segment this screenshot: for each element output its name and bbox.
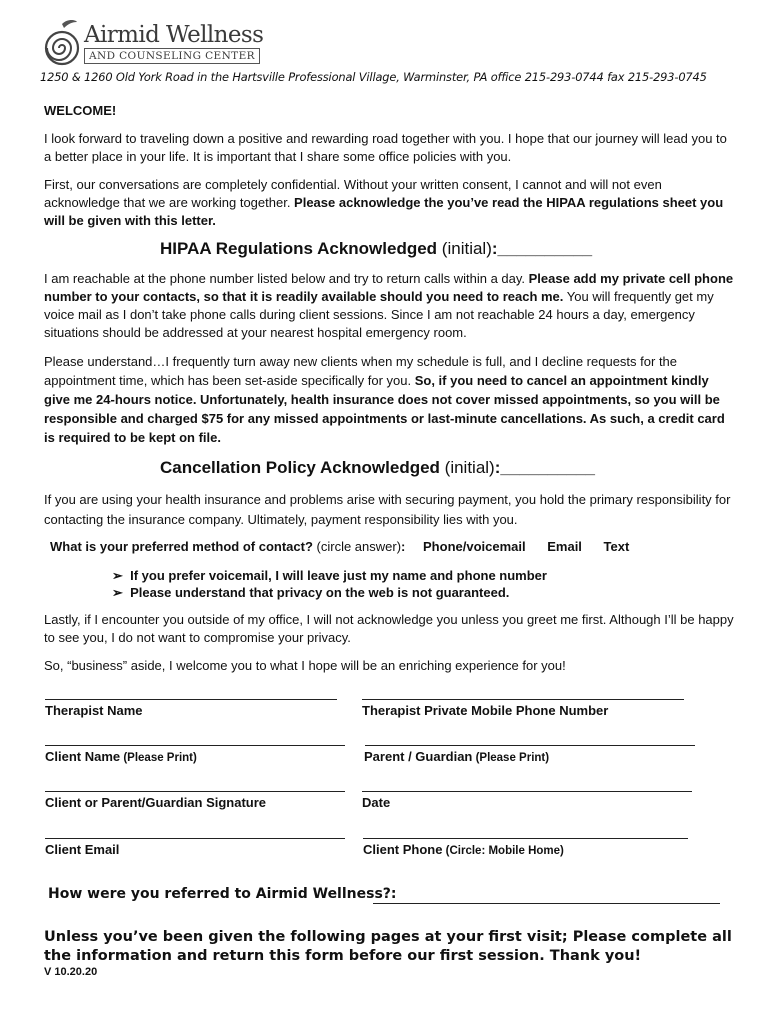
phone-text-1: I am reachable at the phone number listed below and try to return calls within a day. <box>44 271 529 286</box>
cancellation-heading: Cancellation Policy Acknowledged <box>160 458 440 477</box>
phone-paragraph <box>44 270 734 342</box>
parent-guardian-line[interactable] <box>365 745 695 746</box>
client-phone-line[interactable] <box>363 838 688 839</box>
therapist-name-line[interactable] <box>45 699 337 700</box>
therapist-phone-line[interactable] <box>362 699 684 700</box>
client-phone-hint: (Circle: Mobile Home) <box>442 845 564 857</box>
contact-colon: : <box>401 539 406 554</box>
referral-line[interactable] <box>373 903 720 904</box>
therapist-name-label: Therapist Name <box>45 703 143 718</box>
date-label: Date <box>362 795 391 810</box>
contact-method-row <box>50 539 629 554</box>
bullet-privacy <box>112 585 509 601</box>
office-address: 1250 & 1260 Old York Road in the Hartsville Professional Village, Warminster, PA office 215-293-0744 fax 215-293-0745 <box>40 70 707 84</box>
spiral-leaf-icon <box>44 18 82 68</box>
hipaa-initial-label: (initial) <box>437 239 492 258</box>
arrow-bullet-icon: ➢ <box>112 585 131 600</box>
contact-option-text[interactable]: Text <box>603 539 630 554</box>
version-label: V 10.20.20 <box>44 966 98 978</box>
client-phone-label <box>363 842 564 857</box>
hipaa-heading: HIPAA Regulations Acknowledged <box>160 239 438 258</box>
therapist-phone-label: Therapist Private Mobile Phone Number <box>362 703 609 718</box>
bullet-privacy-text: Please understand that privacy on the web is not guaranteed. <box>130 585 510 600</box>
cancellation-text: Please understand…I frequently turn away new clients when my schedule is full, and I decline requests for the appointment time, which has been set-aside specifically for you. <box>44 354 678 388</box>
logo-name: Airmid Wellness <box>84 22 264 48</box>
parent-guardian-text: Parent / Guardian <box>364 749 473 764</box>
parent-guardian-label <box>364 749 549 764</box>
cancellation-acknowledgement <box>160 458 595 478</box>
client-email-line[interactable] <box>45 838 345 839</box>
client-name-text: Client Name <box>45 749 121 764</box>
signature-label: Client or Parent/Guardian Signature <box>45 795 267 810</box>
confidentiality-text: First, our conversations are completely confidential. Without your written consent, I cannot and will not even acknowledge that we are working together. <box>44 177 662 210</box>
confidentiality-paragraph <box>44 176 734 230</box>
contact-option-email[interactable]: Email <box>547 539 582 554</box>
signature-line[interactable] <box>45 791 345 792</box>
arrow-bullet-icon: ➢ <box>112 568 131 583</box>
hipaa-initial-blank[interactable]: :__________ <box>491 239 593 258</box>
closing-instructions: Unless you’ve been given the following pages at your first visit; Please complete all the information and return this form before our first session. Thank you! <box>44 929 732 964</box>
logo <box>44 18 264 70</box>
cancellation-policy-text: So, if you need to cancel an appointment kindly give me 24-hours notice. Unfortunately, health insurance does not cover missed appointments, so you will be responsible and charged $75 for any missed appointments or last-minute cancellations. As such, a credit card is required to be kept on file. <box>44 373 725 445</box>
contact-hint: (circle answer) <box>312 539 402 554</box>
client-name-line[interactable] <box>45 745 345 746</box>
phone-request-text: Please add my private cell phone number to your contacts, so that it is readily available should you need to reach me. <box>44 271 734 304</box>
privacy-paragraph: Lastly, if I encounter you outside of my office, I will not acknowledge you unless you greet me first. Although I’ll be happy to see you, I do not want to compromise your privacy. <box>44 612 734 645</box>
client-name-label <box>45 749 197 764</box>
closing-paragraph: So, “business” aside, I welcome you to what I hope will be an enriching experience for you! <box>44 658 566 673</box>
hipaa-request-text: Please acknowledge the you’ve read the HIPAA regulations sheet you will be given with this letter. <box>44 195 724 228</box>
insurance-paragraph: If you are using your health insurance and problems arise with securing payment, you hold the primary responsibility for contacting the insurance company. Ultimately, payment responsibility lies with you. <box>44 492 731 527</box>
client-email-label: Client Email <box>45 842 120 857</box>
logo-subtitle: AND COUNSELING CENTER <box>84 48 260 64</box>
bullet-voicemail-text: If you prefer voicemail, I will leave just my name and phone number <box>130 568 547 583</box>
parent-guardian-hint: (Please Print) <box>472 752 550 764</box>
cancellation-initial-label: (initial) <box>439 458 495 477</box>
referral-question: How were you referred to Airmid Wellness?: <box>48 886 397 902</box>
date-line[interactable] <box>362 791 692 792</box>
intro-paragraph: I look forward to traveling down a positive and rewarding road together with you. I hope that our journey will lead you to a better place in your life. It is important that I share some office policies with you. <box>44 131 727 164</box>
client-name-hint: (Please Print) <box>120 752 197 764</box>
phone-text-2: You will frequently get my voice mail as I don’t take phone calls during client sessions. Since I am not reachable 24 hours a day, emergency situations should be addressed at your nearest hospital emergency room. <box>44 289 714 340</box>
client-phone-text: Client Phone <box>363 842 443 857</box>
hipaa-acknowledgement <box>160 239 592 259</box>
cancellation-paragraph <box>44 352 734 447</box>
contact-option-phone[interactable]: Phone/voicemail <box>423 539 526 554</box>
bullet-voicemail <box>112 568 547 584</box>
cancellation-initial-blank[interactable]: :__________ <box>494 458 595 477</box>
contact-question: What is your preferred method of contact? <box>50 539 313 554</box>
welcome-heading: WELCOME! <box>44 103 117 118</box>
